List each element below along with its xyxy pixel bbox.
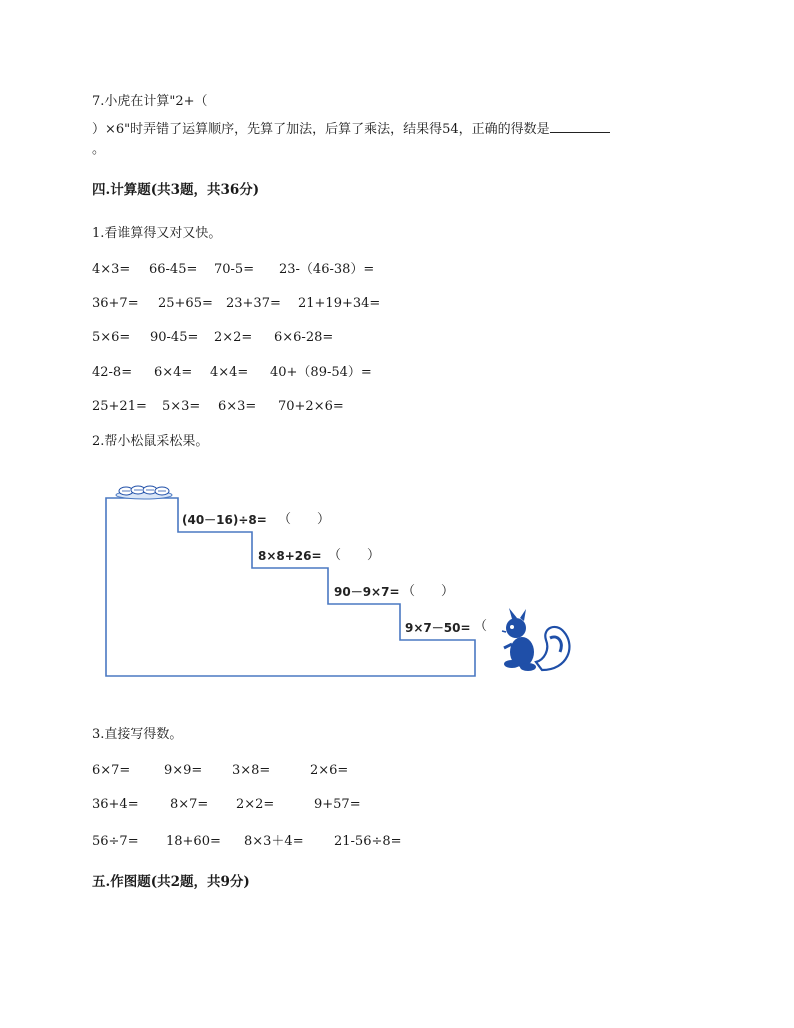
expr: 25+65= [158,296,213,311]
expr: 4×4= [210,365,249,380]
expr: 70+2×6= [278,399,344,414]
q7-line2-text: ）×6"时弄错了运算顺序，先算了加法，后算了乘法，结果得54，正确的得数是 [92,122,550,137]
expr: 6×7= [92,763,131,778]
section5-title: 五.作图题(共2题，共9分) [92,874,250,890]
squirrel-stair-figure [100,476,590,691]
expr: 2×2= [236,797,275,812]
expr: 21-56÷8= [334,834,402,849]
expr: 6×3= [218,399,257,414]
p1-title: 1.看谁算得又对又快。 [92,226,222,241]
step-equation-3: 90－9×7= [334,585,400,599]
expr: 8×3＋4= [244,834,304,849]
expr: 23-（46-38）= [279,262,375,277]
expr: 5×6= [92,330,131,345]
expr: 21+19+34= [298,296,381,311]
section4-title: 四.计算题(共3题，共36分) [92,182,260,198]
expr: 8×7= [170,797,209,812]
q7-line3: 。 [92,142,106,157]
p1-row [92,365,692,381]
expr: 2×6= [310,763,349,778]
expr: 6×4= [154,365,193,380]
expr: 23+37= [226,296,281,311]
step-answer-4: （ [474,619,488,634]
expr: 3×8= [232,763,271,778]
p1-row [92,262,692,278]
expr: 70-5= [214,262,255,277]
expr: 66-45= [149,262,198,277]
expr: 42-8= [92,365,133,380]
step-answer-1: （ ） [278,512,331,527]
step-equation-2: 8×8+26= [258,549,322,563]
step-answer-3: （ ） [402,584,455,599]
expr: 2×2= [214,330,253,345]
expr: 18+60= [166,834,221,849]
expr: 4×3= [92,262,131,277]
expr: 36+7= [92,296,139,311]
p1-row [92,330,692,346]
squirrel-icon [502,608,569,671]
q7-line1: 7.小虎在计算"2+（ [92,94,208,109]
q7-line2 [92,120,610,138]
expr: 6×6-28= [274,330,334,345]
p1-row [92,296,692,312]
expr: 9×9= [164,763,203,778]
expr: 90-45= [150,330,199,345]
step-equation-4: 9×7－50= [405,621,471,635]
p3-row [92,763,692,779]
expr: 36+4= [92,797,139,812]
pine-cone-icon [116,486,172,499]
p3-row [92,797,692,813]
expr: 9+57= [314,797,361,812]
p3-row [92,834,692,850]
p3-title: 3.直接写得数。 [92,727,183,742]
expr: 25+21= [92,399,147,414]
step-equation-1: (40－16)÷8= [182,513,267,527]
expr: 40+（89-54）= [270,365,372,380]
expr: 56÷7= [92,834,139,849]
expr: 5×3= [162,399,201,414]
p1-row [92,399,692,415]
p2-title: 2.帮小松鼠采松果。 [92,434,209,449]
step-answer-2: （ ） [328,548,381,563]
answer-blank [550,120,610,133]
